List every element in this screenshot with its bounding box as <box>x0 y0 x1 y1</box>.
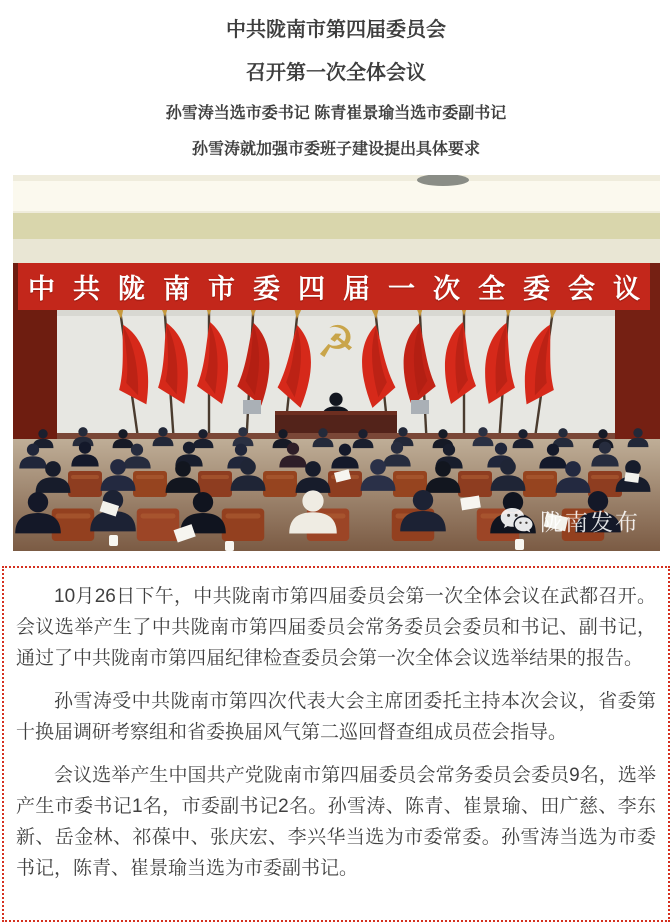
ceiling <box>13 175 660 275</box>
meeting-photo <box>13 175 660 551</box>
party-emblem-icon: ☭ <box>316 318 356 367</box>
watermark <box>500 504 640 537</box>
watermark-label: 陇南发布 <box>540 509 640 535</box>
paragraph-1: 10月26日下午，中共陇南市第四届委员会第一次全体会议在武都召开。会议选举产生了中共陇南市第四届委员会常务委员会委员和书记、副书记，通过了中共陇南市第四届纪律检查委员会第一次全体会议选举结果的报告。 <box>16 586 656 669</box>
stage-banner: 中共陇南市委四届一次全委会议 <box>18 263 650 310</box>
headline-line-4: 孙雪涛就加强市委班子建设提出具体要求 <box>191 141 480 158</box>
wechat-icon <box>500 507 533 534</box>
headline-line-3: 孙雪涛当选市委书记 陈青崔景瑜当选市委副书记 <box>165 105 507 122</box>
headline-line-2: 召开第一次全体会议 <box>246 62 426 84</box>
meeting-scene-illustration <box>13 175 660 551</box>
paragraph-3: 会议选举产生中国共产党陇南市第四届委员会常务委员会委员9名，选举产生市委书记1名，市委副书记2名。孙雪涛、陈青、崔景瑜、田广慈、李东新、岳金林、祁葆中、张庆宏、李兴华当选为市委常委。孙雪涛当选为市委书记，陈青、崔景瑜当选为市委副书记。 <box>16 765 656 879</box>
paragraph-2: 孙雪涛受中共陇南市第四次代表大会主席团委托主持本次会议，省委第十换届调研考察组和省委换届风气第二巡回督查组成员莅会指导。 <box>16 691 656 743</box>
headline-line-1: 中共陇南市第四届委员会 <box>226 19 446 41</box>
article-headline <box>0 0 672 160</box>
article-body <box>2 566 670 922</box>
